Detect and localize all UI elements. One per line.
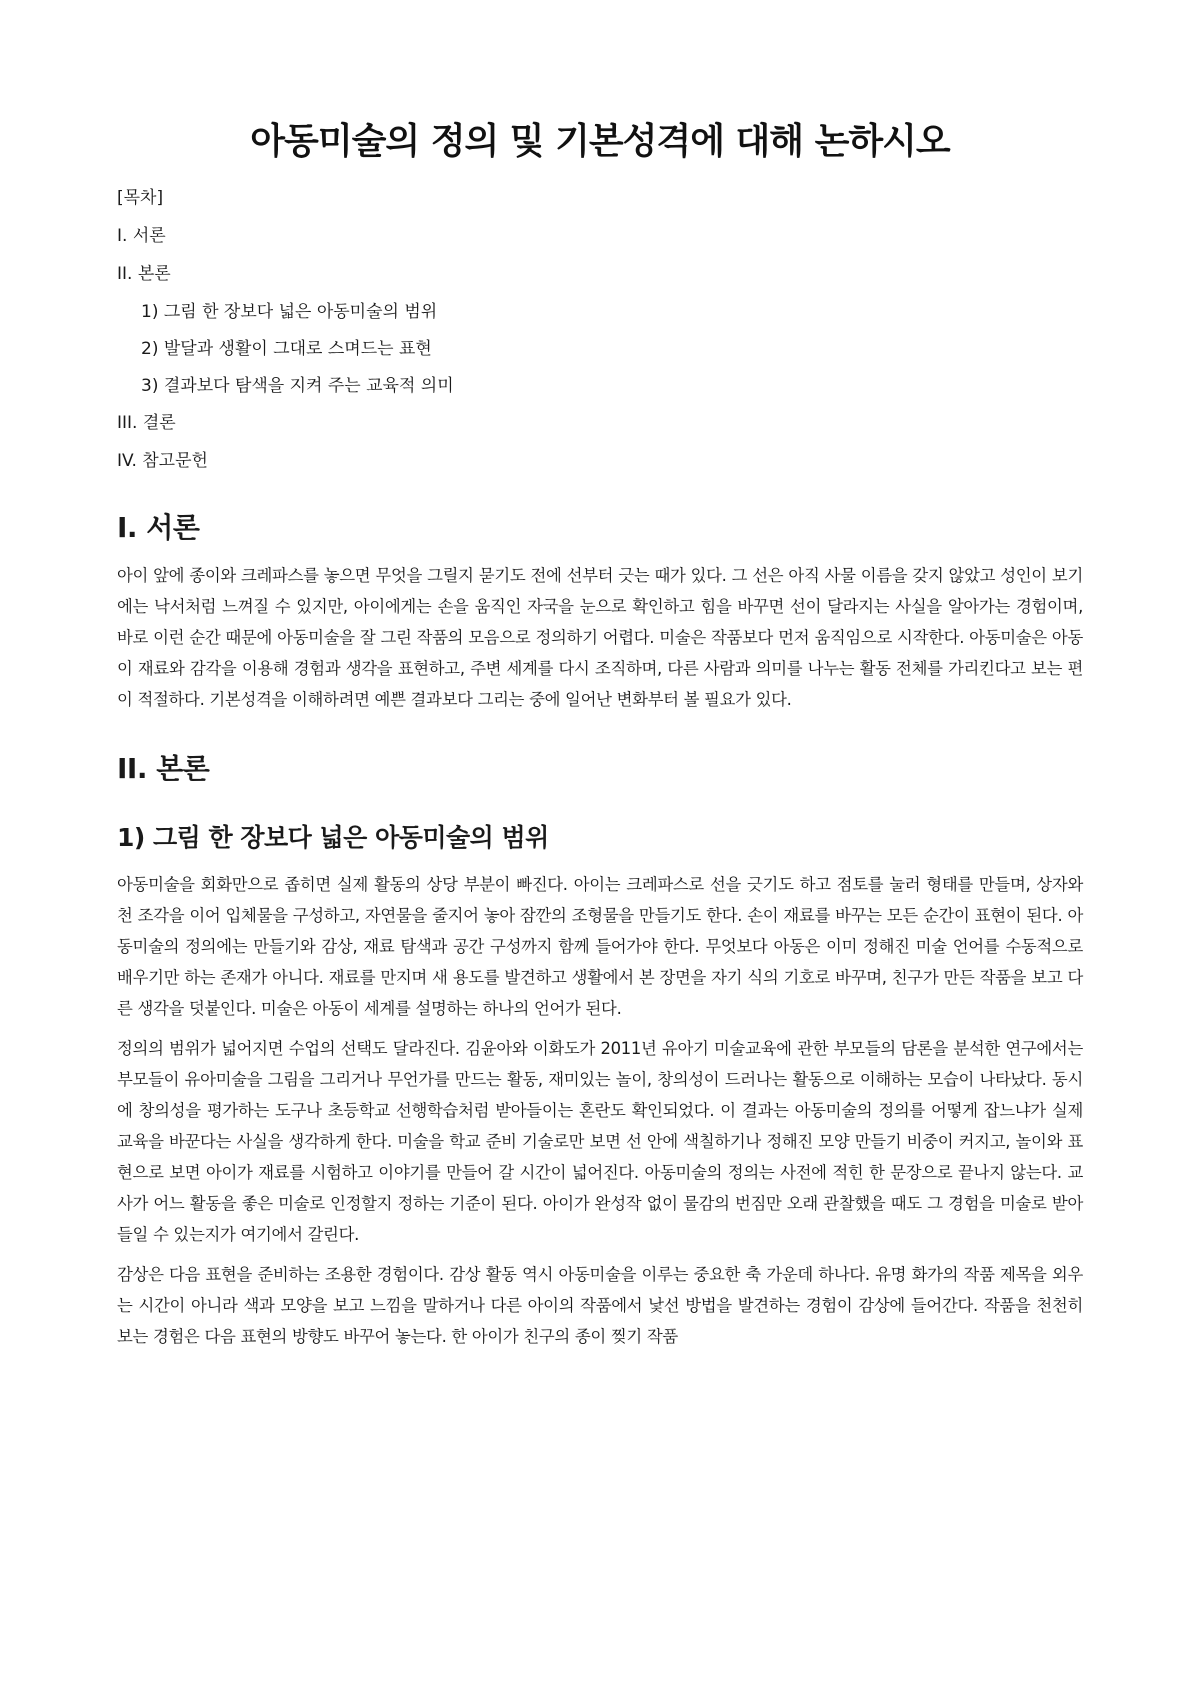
document-title: 아동미술의 정의 및 기본성격에 대해 논하시오 <box>250 121 950 162</box>
toc-item-body: II. 본론 <box>117 264 171 284</box>
toc-header: [목차] <box>117 188 164 208</box>
toc-item-body-1: 1) 그림 한 장보다 넓은 아동미술의 범위 <box>141 302 438 322</box>
intro-paragraph: 아이 앞에 종이와 크레파스를 놓으면 무엇을 그릴지 묻기도 전에 선부터 긋는 때가 있다. 그 선은 아직 사물 이름을 갖지 않았고 성인이 보기에는 낙서처럼 느껴질 수 있지만, 아이에게는 손을 움직인 자국을 눈으로 확인하고 힘을 바꾸면 선이 달라지는 사실을 알아가는 경험이며, 바로 이런 순간 때문에 아동미술을 잘 그린 작품의 모음으로 정의하기 어렵다. 미술은 작품보다 먼저 움직임으로 시작한다. 아동미술은 아동이 재료와 감각을 이용해 경험과 생각을 표현하고, 주변 세계를 다시 조직하며, 다른 사람과 의미를 나누는 활동 전체를 가리킨다고 보는 편이 적절하다. 기본성격을 이해하려면 예쁜 결과보다 그리는 중에 일어난 변화부터 볼 필요가 있다. <box>117 566 1083 709</box>
section-heading-body: II. 본론 <box>117 752 210 785</box>
section-heading-intro: I. 서론 <box>117 511 200 544</box>
table-of-contents <box>117 186 1083 474</box>
toc-item-references: IV. 참고문헌 <box>117 451 208 471</box>
body-paragraph-2: 정의의 범위가 넓어지면 수업의 선택도 달라진다. 김윤아와 이화도가 2011년 유아기 미술교육에 관한 부모들의 담론을 분석한 연구에서는 부모들이 유아미술을 그림을 그리거나 무언가를 만드는 활동, 재미있는 놀이, 창의성이 드러나는 활동으로 이해하는 모습이 나타났다. 동시에 창의성을 평가하는 도구나 초등학교 선행학습처럼 받아들이는 혼란도 확인되었다. 이 결과는 아동미술의 정의를 어떻게 잡느냐가 실제 교육을 바꾼다는 사실을 생각하게 한다. 미술을 학교 준비 기술로만 보면 선 안에 색칠하기나 정해진 모양 만들기 비중이 커지고, 놀이와 표현으로 보면 아이가 재료를 시험하고 이야기를 만들어 갈 시간이 넓어진다. 아동미술의 정의는 사전에 적힌 한 문장으로 끝나지 않는다. 교사가 어느 활동을 좋은 미술로 인정할지 정하는 기준이 된다. 아이가 완성작 없이 물감의 번짐만 오래 관찰했을 때도 그 경험을 미술로 받아들일 수 있는지가 여기에서 갈린다. <box>117 1039 1083 1244</box>
body-paragraph-1: 아동미술을 회화만으로 좁히면 실제 활동의 상당 부분이 빠진다. 아이는 크레파스로 선을 긋기도 하고 점토를 눌러 형태를 만들며, 상자와 천 조각을 이어 입체물을 구성하고, 자연물을 줄지어 놓아 잠깐의 조형물을 만들기도 한다. 손이 재료를 바꾸는 모든 순간이 표현이 된다. 아동미술의 정의에는 만들기와 감상, 재료 탐색과 공간 구성까지 함께 들어가야 한다. 무엇보다 아동은 이미 정해진 미술 언어를 수동적으로 배우기만 하는 존재가 아니다. 재료를 만지며 새 용도를 발견하고 생활에서 본 장면을 자기 식의 기호로 바꾸며, 친구가 만든 작품을 보고 다른 생각을 덧붙인다. 미술은 아동이 세계를 설명하는 하나의 언어가 된다. <box>117 875 1083 1018</box>
body-paragraph-3: 감상은 다음 표현을 준비하는 조용한 경험이다. 감상 활동 역시 아동미술을 이루는 중요한 축 가운데 하나다. 유명 화가의 작품 제목을 외우는 시간이 아니라 색과 모양을 보고 느낌을 말하거나 다른 아이의 작품에서 낯선 방법을 발견하는 경험이 감상에 들어간다. 작품을 천천히 보는 경험은 다음 표현의 방향도 바꾸어 놓는다. 한 아이가 친구의 종이 찢기 작품 <box>117 1265 1083 1346</box>
toc-item-intro: I. 서론 <box>117 226 166 246</box>
toc-item-body-2: 2) 발달과 생활이 그대로 스며드는 표현 <box>141 339 432 359</box>
toc-item-conclusion: III. 결론 <box>117 413 176 433</box>
toc-item-body-3: 3) 결과보다 탐색을 지켜 주는 교육적 의미 <box>141 376 454 396</box>
subsection-heading-1: 1) 그림 한 장보다 넓은 아동미술의 범위 <box>117 823 549 852</box>
